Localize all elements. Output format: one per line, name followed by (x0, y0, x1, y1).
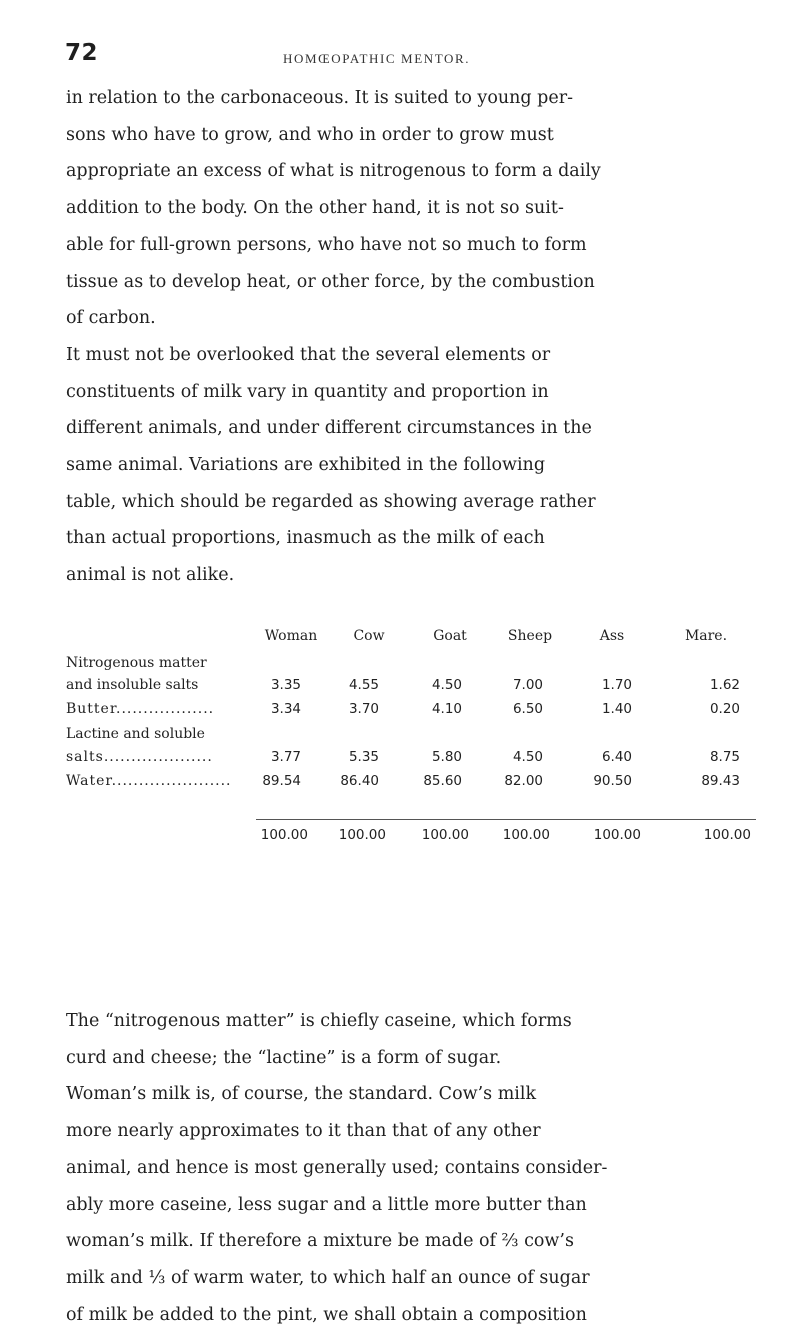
table-cell: 4.50 (431, 677, 462, 693)
table-row (66, 655, 756, 675)
table-cell: 3.35 (270, 677, 301, 693)
text-block-lower (66, 1003, 746, 1333)
paragraph-line: addition to the body. On the other hand, it is not so suit- (66, 198, 564, 219)
paragraph-line: constituents of milk vary in quantity and proportion in (66, 381, 549, 402)
row-label: Water...................... (66, 773, 232, 789)
paragraph-line: more nearly approximates to it than that of any other (66, 1121, 541, 1142)
total-cell: 100.00 (502, 827, 550, 843)
column-header: Mare. (684, 628, 728, 644)
paragraph-line: animal, and hence is most generally used; contains consider- (66, 1157, 608, 1178)
running-head: HOMŒOPATHIC MENTOR. (283, 51, 471, 66)
row-label: salts.................... (66, 749, 213, 765)
paragraph-line: in relation to the carbonaceous. It is suited to young per- (66, 88, 573, 108)
table-cell: 3.34 (270, 701, 301, 717)
table-cell: 1.40 (601, 701, 632, 717)
table-row (66, 677, 756, 697)
table-cell: 6.50 (512, 701, 543, 717)
totals-rule (256, 819, 756, 820)
paragraph-line: It must not be overlooked that the several elements or (66, 344, 551, 365)
table-cell: 1.62 (709, 677, 740, 693)
table-cell: 4.50 (512, 749, 543, 765)
paragraph-line: of milk be added to the pint, we shall obtain a composition (66, 1304, 587, 1325)
row-label: and insoluble salts (66, 677, 199, 693)
page-number: 72 (65, 40, 99, 66)
row-label: Nitrogenous matter (66, 655, 207, 671)
total-cell: 100.00 (338, 827, 386, 843)
row-label: Butter.................. (66, 701, 215, 717)
paragraph-line: Woman’s milk is, of course, the standard. Cow’s milk (66, 1084, 537, 1105)
table-row (66, 726, 756, 746)
column-header: Goat (433, 628, 467, 644)
table-cell: 8.75 (709, 749, 740, 765)
total-cell: 100.00 (593, 827, 641, 843)
total-cell: 100.00 (703, 827, 751, 843)
table-cell: 4.10 (431, 701, 462, 717)
table-cell: 90.50 (593, 773, 632, 789)
paragraph-line: curd and cheese; the “lactine” is a form of sugar. (66, 1047, 502, 1068)
column-header: Cow (353, 628, 385, 644)
table-cell: 1.70 (601, 677, 632, 693)
table-cell: 5.35 (348, 749, 379, 765)
paragraph-line: than actual proportions, inasmuch as the milk of each (66, 528, 545, 549)
table-totals-row (66, 827, 756, 847)
total-cell: 100.00 (260, 827, 308, 843)
paragraph-line: sons who have to grow, and who in order to grow must (66, 124, 554, 145)
text-block-upper (66, 80, 746, 594)
table-row (66, 773, 756, 793)
column-header: Ass (599, 628, 625, 644)
table-cell: 4.55 (348, 677, 379, 693)
table-cell: 89.54 (262, 773, 301, 789)
table-cell: 86.40 (340, 773, 379, 789)
total-cell: 100.00 (421, 827, 469, 843)
paragraph-line: animal is not alike. (66, 565, 235, 586)
paragraph-line: able for full-grown persons, who have not so much to form (66, 234, 587, 255)
table-cell: 82.00 (504, 773, 543, 789)
paragraph-line: table, which should be regarded as showing average rather (66, 491, 596, 512)
table-cell: 3.70 (348, 701, 379, 717)
table-cell: 0.20 (709, 701, 740, 717)
table-cell: 3.77 (270, 749, 301, 765)
paragraph-line: woman’s milk. If therefore a mixture be made of ⅔ cow’s (66, 1231, 574, 1252)
paragraph-line: different animals, and under different circumstances in the (66, 418, 592, 439)
row-label: Lactine and soluble (66, 726, 205, 742)
column-header: Sheep (507, 628, 553, 644)
paragraph-line: appropriate an excess of what is nitrogenous to form a daily (66, 161, 601, 182)
table-cell: 89.43 (701, 773, 740, 789)
table-header-row (66, 628, 756, 648)
table-cell: 6.40 (601, 749, 632, 765)
table-cell: 5.80 (431, 749, 462, 765)
table-row (66, 749, 756, 769)
paragraph-line: The “nitrogenous matter” is chiefly caseine, which forms (66, 1011, 572, 1031)
table-row (66, 701, 756, 721)
paragraph-line: ably more caseine, less sugar and a little more butter than (66, 1194, 587, 1215)
table-cell: 7.00 (512, 677, 543, 693)
column-header: Woman (264, 628, 318, 644)
paragraph-line: tissue as to develop heat, or other force, by the combustion (66, 271, 595, 292)
table-cell: 85.60 (423, 773, 462, 789)
paragraph-line: milk and ⅓ of warm water, to which half an ounce of sugar (66, 1267, 590, 1288)
paragraph-line: same animal. Variations are exhibited in the following (66, 455, 546, 476)
paragraph-line: of carbon. (66, 308, 156, 329)
